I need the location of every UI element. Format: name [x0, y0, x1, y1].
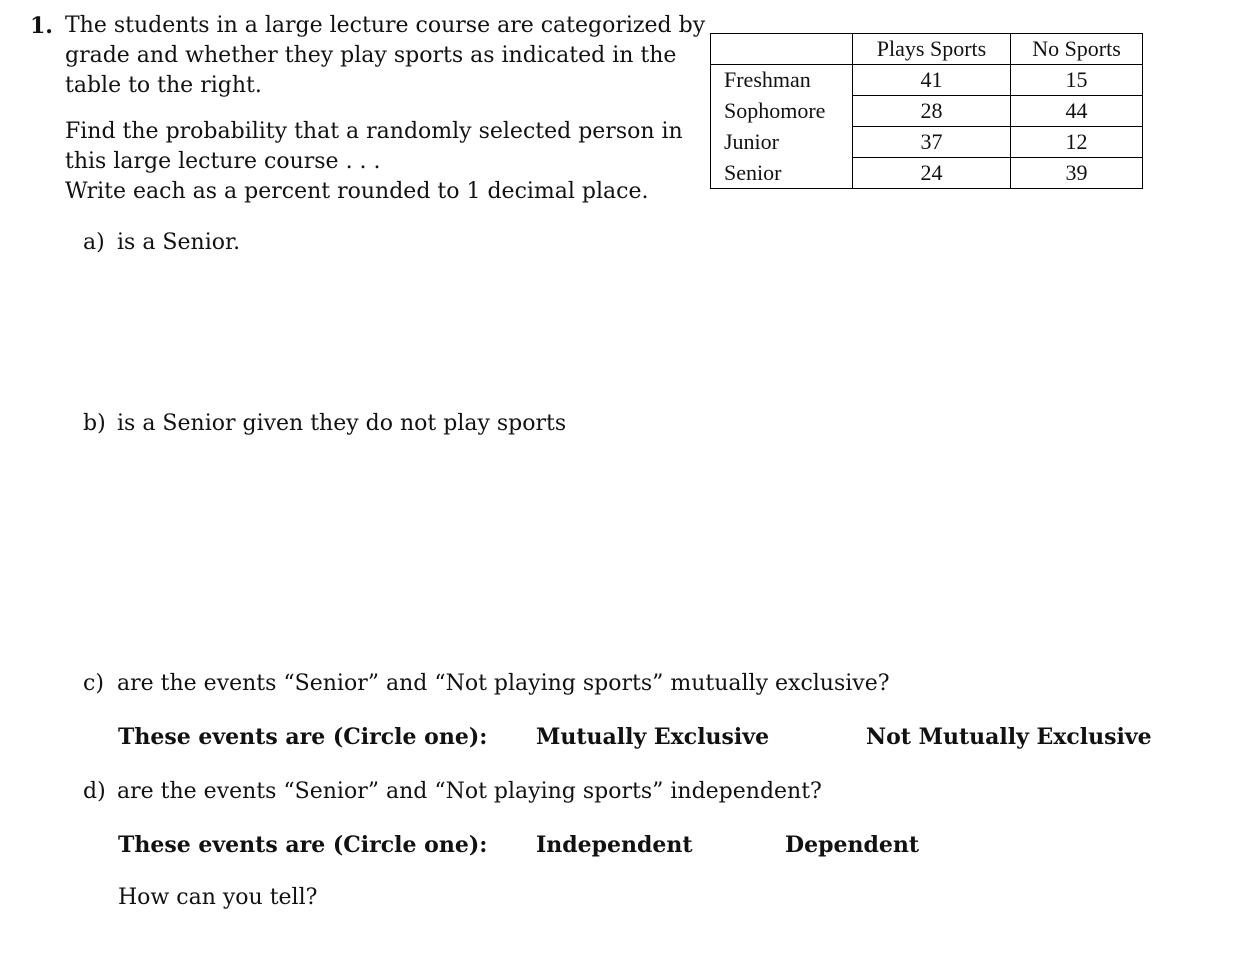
- cell-sophomore-plays: 28: [853, 96, 1011, 127]
- question-intro: [65, 11, 706, 101]
- cell-sophomore-no: 44: [1011, 96, 1143, 127]
- part-a-label: a): [83, 230, 105, 255]
- instruction-line: Write each as a percent rounded to 1 decimal place.: [65, 179, 649, 204]
- part-a-text: is a Senior.: [117, 230, 241, 255]
- question-instructions: [65, 117, 683, 207]
- cell-freshman-plays: 41: [853, 65, 1011, 96]
- table-corner-cell: [711, 34, 853, 65]
- cell-junior-no: 12: [1011, 127, 1143, 158]
- row-label-junior: Junior: [711, 127, 853, 158]
- cell-senior-no: 39: [1011, 158, 1143, 189]
- option-independent[interactable]: Independent: [536, 832, 693, 858]
- intro-line: table to the right.: [65, 73, 262, 98]
- cell-freshman-no: 15: [1011, 65, 1143, 96]
- row-label-freshman: Freshman: [711, 65, 853, 96]
- cell-senior-plays: 24: [853, 158, 1011, 189]
- sports-grade-table: [710, 33, 1143, 189]
- table-row: [711, 127, 1143, 158]
- part-d-label: d): [83, 779, 106, 804]
- part-c-text: are the events “Senior” and “Not playing sports” mutually exclusive?: [117, 671, 890, 696]
- part-b-text: is a Senior given they do not play sports: [117, 411, 567, 436]
- part-b-label: b): [83, 411, 106, 436]
- instruction-line: this large lecture course . . .: [65, 149, 381, 174]
- option-dependent[interactable]: Dependent: [785, 832, 919, 858]
- table-header-row: [711, 34, 1143, 65]
- table-row: [711, 158, 1143, 189]
- column-header-plays-sports: Plays Sports: [853, 34, 1011, 65]
- part-d: [83, 777, 822, 807]
- cell-junior-plays: 37: [853, 127, 1011, 158]
- part-d-circle-prompt: These events are (Circle one):: [118, 832, 488, 858]
- table-row: [711, 96, 1143, 127]
- part-a: [83, 228, 240, 258]
- part-d-followup: How can you tell?: [118, 885, 318, 910]
- part-c: [83, 669, 890, 699]
- part-b: [83, 409, 566, 439]
- intro-line: The students in a large lecture course are categorized by: [65, 13, 706, 38]
- column-header-no-sports: No Sports: [1011, 34, 1143, 65]
- part-c-label: c): [83, 671, 104, 696]
- instruction-line: Find the probability that a randomly selected person in: [65, 119, 683, 144]
- part-c-circle-prompt: These events are (Circle one):: [118, 724, 488, 750]
- row-label-senior: Senior: [711, 158, 853, 189]
- question-number: 1.: [30, 13, 53, 39]
- option-mutually-exclusive[interactable]: Mutually Exclusive: [536, 724, 770, 750]
- part-d-text: are the events “Senior” and “Not playing sports” independent?: [117, 779, 822, 804]
- table-row: [711, 65, 1143, 96]
- option-not-mutually-exclusive[interactable]: Not Mutually Exclusive: [866, 724, 1152, 750]
- row-label-sophomore: Sophomore: [711, 96, 853, 127]
- intro-line: grade and whether they play sports as indicated in the: [65, 43, 677, 68]
